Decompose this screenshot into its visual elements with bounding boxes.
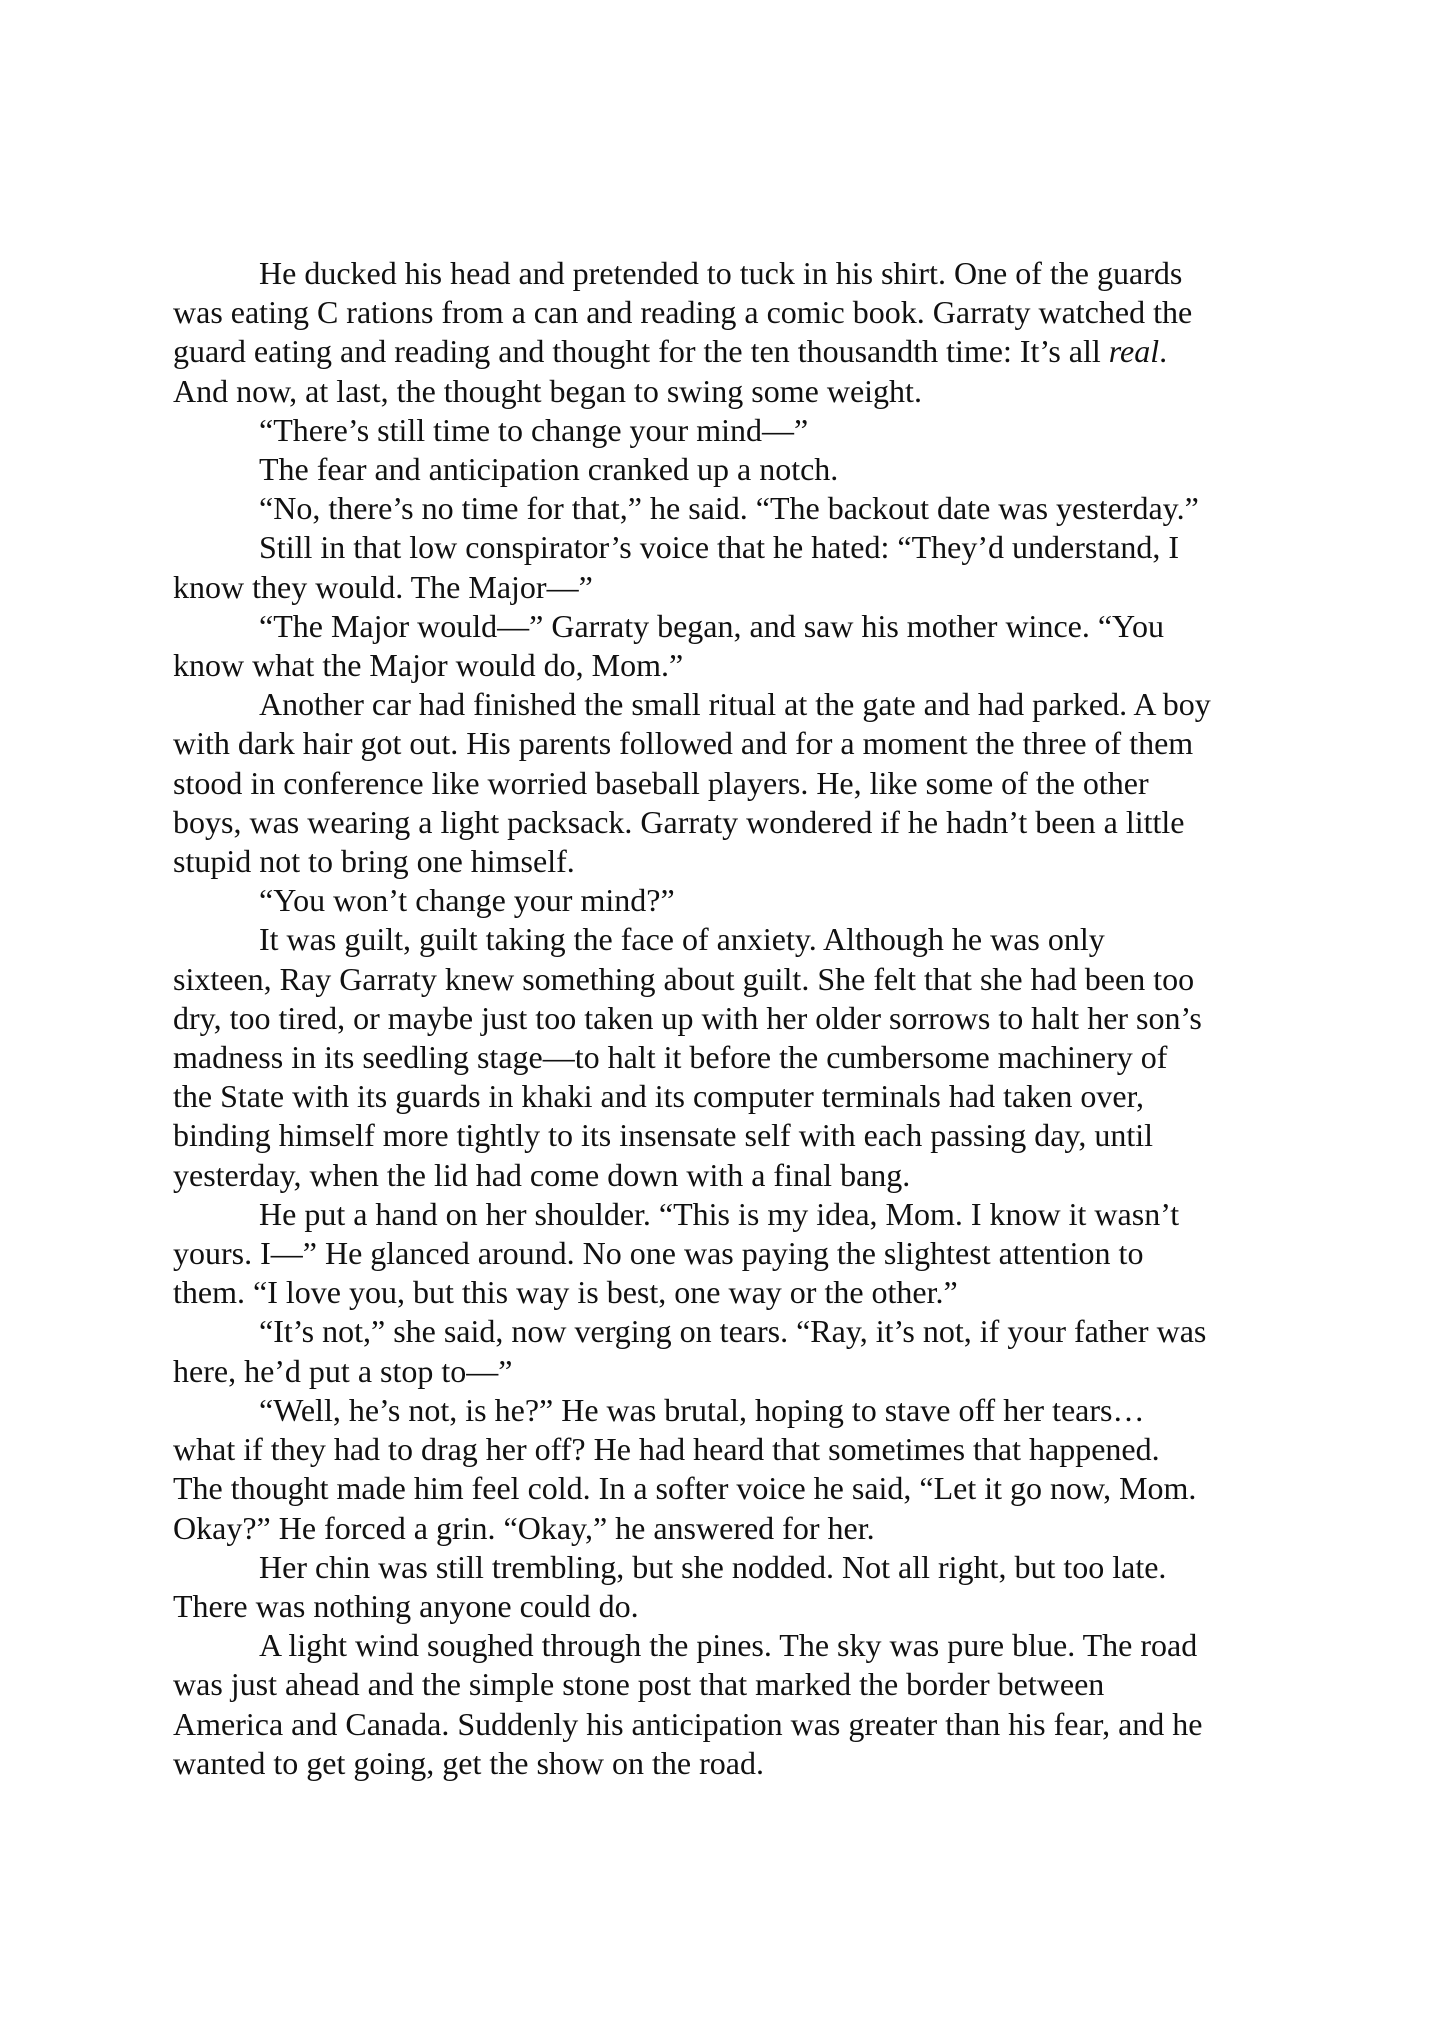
text-line: yesterday, when the lid had come down with a final bang.: [173, 1156, 911, 1193]
paragraph: [173, 1391, 1295, 1548]
text-line: was eating C rations from a can and reading a comic book. Garraty watched the: [173, 294, 1193, 331]
text-line: “There’s still time to change your mind—”: [259, 411, 809, 448]
paragraph: [173, 254, 1295, 411]
paragraph: [173, 450, 1295, 489]
text-line: yours. I—” He glanced around. No one was paying the slightest attention to: [173, 1235, 1144, 1272]
text-line: know they would. The Major—”: [173, 568, 593, 605]
book-page-body: [173, 254, 1295, 1783]
paragraph: [173, 1195, 1295, 1313]
paragraph: [173, 607, 1295, 685]
text-line: America and Canada. Suddenly his anticipation was greater than his fear, and he: [173, 1705, 1203, 1742]
text-line: Okay?” He forced a grin. “Okay,” he answered for her.: [173, 1509, 875, 1546]
text-line: “You won’t change your mind?”: [259, 882, 675, 919]
paragraph: [173, 1626, 1295, 1783]
paragraph: [173, 1548, 1295, 1626]
text-line: A light wind soughed through the pines. The sky was pure blue. The road: [259, 1627, 1198, 1664]
text-line: know what the Major would do, Mom.”: [173, 647, 684, 684]
text-line: here, he’d put a stop to—”: [173, 1352, 513, 1389]
text-line: Still in that low conspirator’s voice that he hated: “They’d understand, I: [259, 529, 1180, 566]
text-line: “No, there’s no time for that,” he said. “The backout date was yesterday.”: [259, 490, 1199, 527]
paragraph: [173, 489, 1295, 528]
paragraph: [173, 1312, 1295, 1390]
text-line: He ducked his head and pretended to tuck in his shirt. One of the guards: [259, 255, 1183, 291]
text-line: wanted to get going, get the show on the road.: [173, 1744, 764, 1781]
italic-word: real: [1108, 333, 1160, 370]
text-line: binding himself more tightly to its insensate self with each passing day, until: [173, 1117, 1153, 1154]
text-line: sixteen, Ray Garraty knew something about guilt. She felt that she had been too: [173, 960, 1195, 997]
text-line: what if they had to drag her off? He had heard that sometimes that happened.: [173, 1431, 1160, 1468]
paragraph: [173, 881, 1295, 920]
text-line: with dark hair got out. His parents followed and for a moment the three of them: [173, 725, 1194, 762]
paragraph: [173, 528, 1295, 606]
text-line: dry, too tired, or maybe just too taken up with her older sorrows to halt her son’s: [173, 999, 1202, 1036]
text-line: stupid not to bring one himself.: [173, 843, 575, 880]
text-line: He put a hand on her shoulder. “This is my idea, Mom. I know it wasn’t: [259, 1195, 1180, 1232]
text-line: Another car had finished the small ritual at the gate and had parked. A boy: [259, 686, 1211, 723]
text-line: Her chin was still trembling, but she nodded. Not all right, but too late.: [259, 1548, 1167, 1585]
paragraph: [173, 920, 1295, 1194]
text-line: The thought made him feel cold. In a softer voice he said, “Let it go now, Mom.: [173, 1470, 1197, 1507]
text-line: boys, was wearing a light packsack. Garraty wondered if he hadn’t been a little: [173, 803, 1185, 840]
text-line: the State with its guards in khaki and its computer terminals had taken over,: [173, 1078, 1144, 1115]
text-line: “Well, he’s not, is he?” He was brutal, hoping to stave off her tears…: [259, 1391, 1145, 1428]
paragraph: [173, 685, 1295, 881]
text-line: stood in conference like worried baseball players. He, like some of the other: [173, 764, 1149, 801]
paragraph: [173, 411, 1295, 450]
text-line: There was nothing anyone could do.: [173, 1587, 639, 1624]
text-line: And now, at last, the thought began to swing some weight.: [173, 372, 922, 409]
text-line: madness in its seedling stage—to halt it before the cumbersome machinery of: [173, 1039, 1168, 1076]
text-fragment: guard eating and reading and thought for the ten thousandth time: It’s all: [173, 333, 1109, 370]
text-fragment: .: [1159, 333, 1168, 370]
text-line: It was guilt, guilt taking the face of anxiety. Although he was only: [259, 921, 1105, 958]
text-line: was just ahead and the simple stone post that marked the border between: [173, 1666, 1105, 1703]
text-line: “It’s not,” she said, now verging on tears. “Ray, it’s not, if your father was: [259, 1313, 1207, 1350]
text-line: “The Major would—” Garraty began, and saw his mother wince. “You: [259, 607, 1164, 644]
text-line: [173, 332, 1295, 371]
text-line: them. “I love you, but this way is best, one way or the other.”: [173, 1274, 958, 1311]
text-line: The fear and anticipation cranked up a notch.: [259, 451, 839, 488]
